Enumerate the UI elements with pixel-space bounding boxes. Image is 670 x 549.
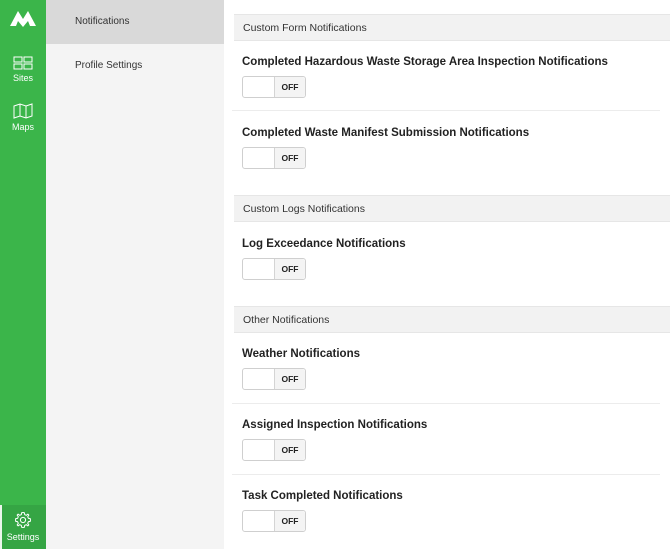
divider bbox=[232, 110, 660, 111]
toggle-knob bbox=[243, 369, 275, 389]
notifications-panel bbox=[224, 0, 670, 549]
app-logo-icon[interactable] bbox=[9, 8, 37, 28]
nav-settings[interactable] bbox=[0, 505, 46, 549]
map-icon bbox=[13, 103, 33, 119]
gear-icon bbox=[14, 511, 32, 529]
toggle-state: OFF bbox=[275, 77, 305, 97]
nav-sites[interactable] bbox=[0, 56, 46, 83]
subnav-item-profile-settings[interactable]: Profile Settings bbox=[75, 60, 143, 71]
section-header-custom-form: Custom Form Notifications bbox=[234, 14, 670, 41]
notification-toggle[interactable] bbox=[242, 76, 306, 98]
notification-toggle[interactable] bbox=[242, 258, 306, 280]
divider bbox=[232, 403, 660, 404]
settings-subnav bbox=[46, 0, 224, 549]
notification-toggle[interactable] bbox=[242, 368, 306, 390]
notification-title: Completed Waste Manifest Submission Notifications bbox=[242, 127, 530, 139]
notification-title: Weather Notifications bbox=[242, 348, 360, 360]
notification-title: Task Completed Notifications bbox=[242, 490, 403, 502]
toggle-state: OFF bbox=[275, 259, 305, 279]
toggle-state: OFF bbox=[275, 148, 305, 168]
nav-maps[interactable] bbox=[0, 103, 46, 132]
toggle-knob bbox=[243, 440, 275, 460]
sites-icon bbox=[13, 56, 33, 70]
toggle-knob bbox=[243, 511, 275, 531]
subnav-item-notifications[interactable]: Notifications bbox=[46, 0, 224, 44]
section-header-custom-logs: Custom Logs Notifications bbox=[234, 195, 670, 222]
notification-toggle[interactable] bbox=[242, 439, 306, 461]
nav-maps-label: Maps bbox=[11, 122, 34, 132]
toggle-knob bbox=[243, 77, 275, 97]
notification-toggle[interactable] bbox=[242, 147, 306, 169]
notification-title: Assigned Inspection Notifications bbox=[242, 419, 428, 431]
notification-title: Log Exceedance Notifications bbox=[242, 238, 406, 250]
app-rail bbox=[0, 0, 46, 549]
notification-title: Completed Hazardous Waste Storage Area Inspection Notifications bbox=[242, 56, 608, 68]
toggle-knob bbox=[243, 259, 275, 279]
nav-sites-label: Sites bbox=[12, 73, 33, 83]
notification-toggle[interactable] bbox=[242, 510, 306, 532]
toggle-state: OFF bbox=[275, 369, 305, 389]
toggle-state: OFF bbox=[275, 440, 305, 460]
nav-settings-label: Settings bbox=[6, 532, 40, 542]
toggle-state: OFF bbox=[275, 511, 305, 531]
toggle-knob bbox=[243, 148, 275, 168]
section-header-other: Other Notifications bbox=[234, 306, 670, 333]
divider bbox=[232, 474, 660, 475]
